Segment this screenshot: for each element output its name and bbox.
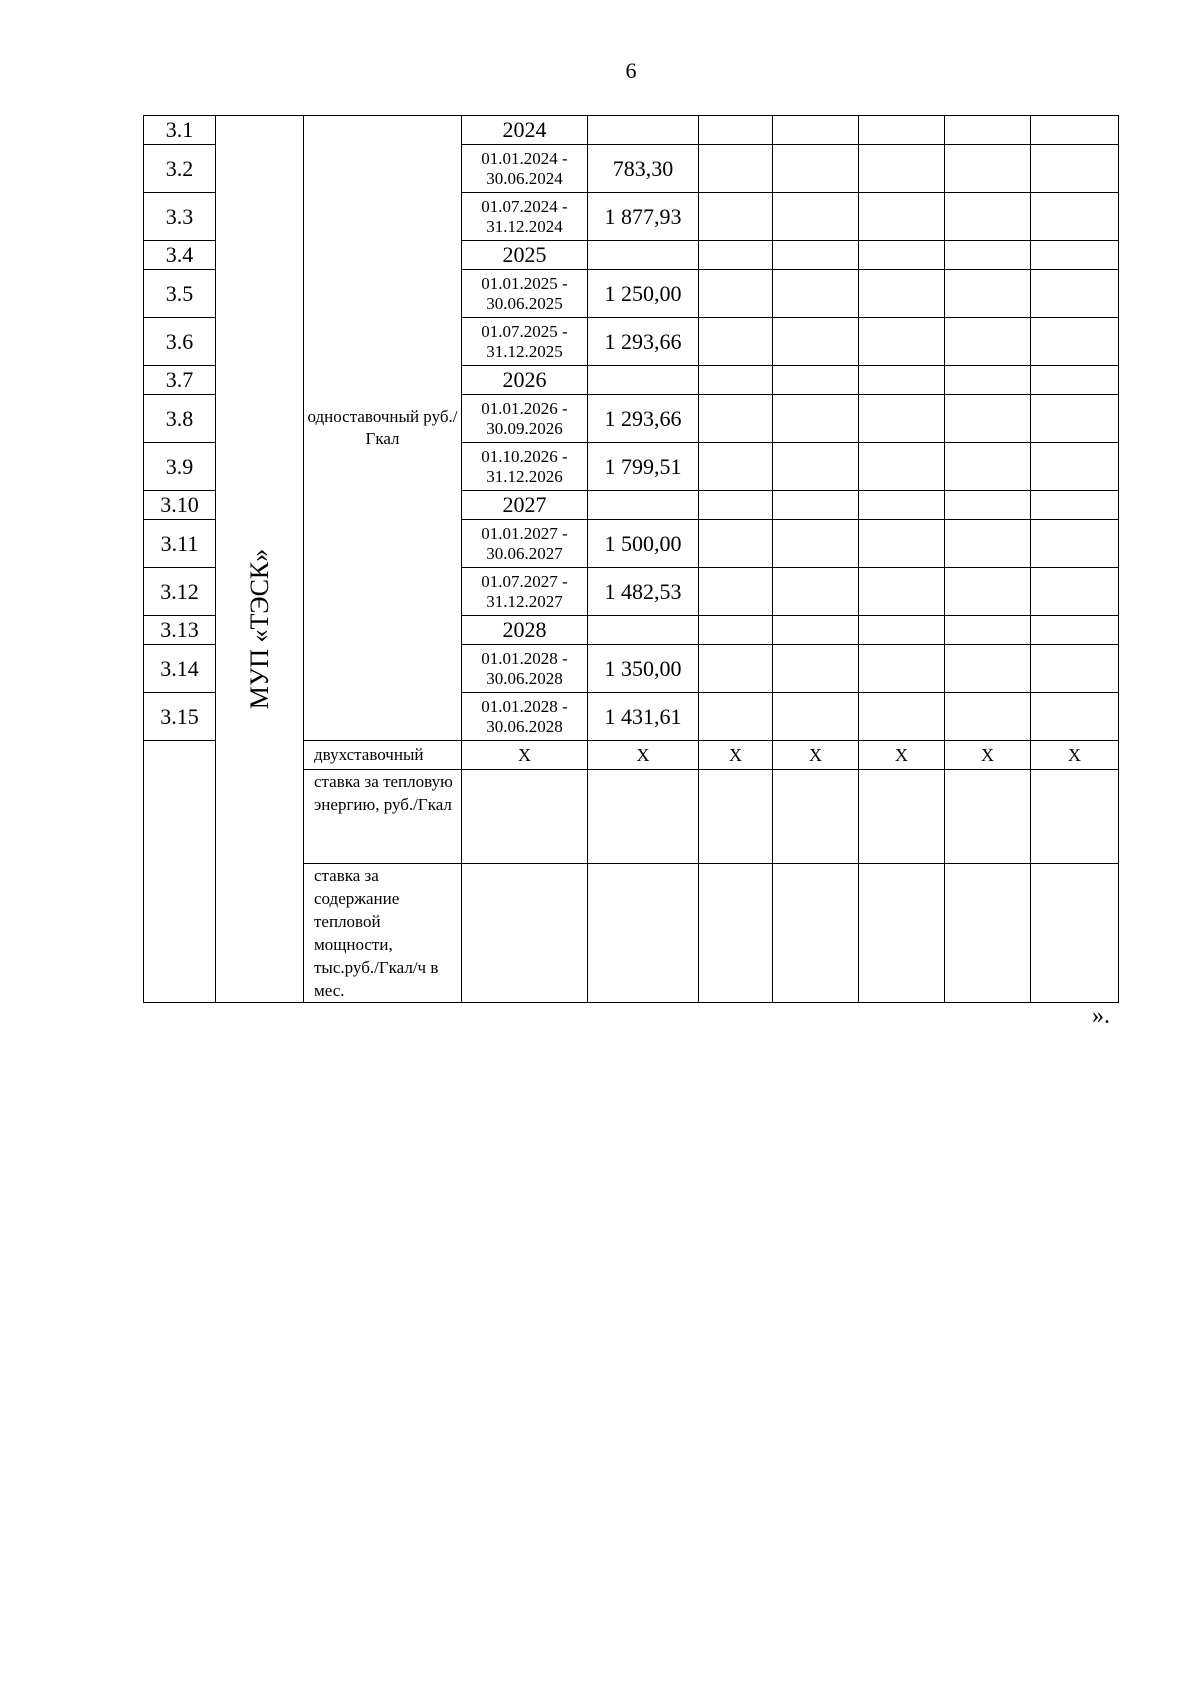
x-mark-cell: Х — [699, 741, 773, 770]
empty-cell — [773, 568, 859, 616]
row-number-cell: 3.3 — [144, 193, 216, 241]
empty-cell — [945, 770, 1031, 864]
empty-cell — [859, 520, 945, 568]
empty-cell — [699, 366, 773, 395]
empty-cell — [1031, 864, 1119, 1003]
period-cell: 01.01.2024 - 30.06.2024 — [462, 145, 588, 193]
period-cell: 01.07.2024 - 31.12.2024 — [462, 193, 588, 241]
tariff-value-cell: 1 500,00 — [588, 520, 699, 568]
empty-cell — [945, 693, 1031, 741]
empty-cell — [1031, 693, 1119, 741]
tariff-value-cell — [588, 491, 699, 520]
empty-cell — [588, 770, 699, 864]
tariff-value-cell — [588, 366, 699, 395]
single-rate-label-cell: одноставочный руб./Гкал — [304, 116, 462, 741]
row-number-cell: 3.6 — [144, 318, 216, 366]
empty-cell — [1031, 395, 1119, 443]
empty-cell — [699, 520, 773, 568]
tariff-value-cell: 1 293,66 — [588, 395, 699, 443]
empty-cell — [773, 366, 859, 395]
capacity-rate-label-cell: ставка за содержание тепловой мощности, тыс.руб./Гкал/ч в мес. — [304, 864, 462, 1003]
empty-cell — [1031, 366, 1119, 395]
row-number-cell: 3.10 — [144, 491, 216, 520]
empty-cell — [699, 145, 773, 193]
tariff-value-cell: 1 799,51 — [588, 443, 699, 491]
page-number: 6 — [625, 58, 637, 83]
empty-cell — [945, 520, 1031, 568]
empty-cell — [699, 645, 773, 693]
empty-cell — [945, 568, 1031, 616]
heat-rate-label-cell: ставка за тепловую энергию, руб./Гкал — [304, 770, 462, 864]
table-row — [144, 116, 1119, 145]
tariff-value-cell: 1 250,00 — [588, 270, 699, 318]
empty-cell — [699, 864, 773, 1003]
x-mark-cell: Х — [773, 741, 859, 770]
empty-cell — [699, 116, 773, 145]
empty-cell — [859, 568, 945, 616]
x-mark-cell: Х — [1031, 741, 1119, 770]
empty-cell — [773, 770, 859, 864]
empty-cell — [945, 864, 1031, 1003]
empty-cell — [1031, 645, 1119, 693]
empty-cell — [1031, 318, 1119, 366]
tariff-value-cell: 1 293,66 — [588, 318, 699, 366]
empty-cell — [859, 864, 945, 1003]
empty-cell — [773, 318, 859, 366]
row-number-cell: 3.12 — [144, 568, 216, 616]
empty-cell — [945, 395, 1031, 443]
empty-cell — [699, 491, 773, 520]
period-cell: 01.01.2025 - 30.06.2025 — [462, 270, 588, 318]
year-cell: 2026 — [462, 366, 588, 395]
empty-cell — [699, 770, 773, 864]
x-mark-cell: Х — [588, 741, 699, 770]
row-number-cell: 3.11 — [144, 520, 216, 568]
tariff-value-cell: 1 431,61 — [588, 693, 699, 741]
tariff-value-cell: 1 877,93 — [588, 193, 699, 241]
empty-cell — [462, 770, 588, 864]
period-cell: 01.07.2027 - 31.12.2027 — [462, 568, 588, 616]
organization-name: МУП «ТЭСК» — [244, 548, 274, 710]
empty-cell — [1031, 770, 1119, 864]
row-number-blank-cell — [144, 741, 216, 1003]
empty-cell — [699, 193, 773, 241]
empty-cell — [462, 864, 588, 1003]
row-number-cell: 3.13 — [144, 616, 216, 645]
empty-cell — [1031, 270, 1119, 318]
row-number-cell: 3.14 — [144, 645, 216, 693]
empty-cell — [773, 443, 859, 491]
empty-cell — [699, 568, 773, 616]
year-cell: 2028 — [462, 616, 588, 645]
tariff-value-cell — [588, 616, 699, 645]
empty-cell — [945, 116, 1031, 145]
closing-quote: ». — [1092, 1003, 1110, 1029]
empty-cell — [699, 318, 773, 366]
empty-cell — [1031, 520, 1119, 568]
empty-cell — [773, 395, 859, 443]
empty-cell — [859, 193, 945, 241]
empty-cell — [1031, 145, 1119, 193]
tariff-value-cell — [588, 241, 699, 270]
empty-cell — [859, 645, 945, 693]
organization-cell — [216, 116, 304, 1003]
empty-cell — [859, 145, 945, 193]
empty-cell — [859, 616, 945, 645]
empty-cell — [773, 645, 859, 693]
period-cell: 01.10.2026 - 31.12.2026 — [462, 443, 588, 491]
empty-cell — [859, 241, 945, 270]
empty-cell — [859, 116, 945, 145]
empty-cell — [773, 145, 859, 193]
year-cell: 2024 — [462, 116, 588, 145]
empty-cell — [773, 864, 859, 1003]
empty-cell — [1031, 443, 1119, 491]
tariff-table-body — [144, 116, 1119, 1003]
empty-cell — [699, 693, 773, 741]
empty-cell — [945, 145, 1031, 193]
empty-cell — [773, 270, 859, 318]
empty-cell — [859, 770, 945, 864]
empty-cell — [945, 241, 1031, 270]
empty-cell — [945, 366, 1031, 395]
row-number-cell: 3.15 — [144, 693, 216, 741]
row-number-cell: 3.8 — [144, 395, 216, 443]
period-cell: 01.01.2028 - 30.06.2028 — [462, 693, 588, 741]
period-cell: 01.07.2025 - 31.12.2025 — [462, 318, 588, 366]
x-mark-cell: Х — [945, 741, 1031, 770]
period-cell: 01.01.2026 - 30.09.2026 — [462, 395, 588, 443]
empty-cell — [945, 443, 1031, 491]
row-number-cell: 3.4 — [144, 241, 216, 270]
empty-cell — [945, 193, 1031, 241]
empty-cell — [859, 491, 945, 520]
empty-cell — [699, 241, 773, 270]
empty-cell — [859, 366, 945, 395]
empty-cell — [859, 443, 945, 491]
empty-cell — [1031, 491, 1119, 520]
empty-cell — [1031, 241, 1119, 270]
two-rate-label-cell: двухставочный — [304, 741, 462, 770]
empty-cell — [699, 616, 773, 645]
empty-cell — [859, 270, 945, 318]
empty-cell — [1031, 616, 1119, 645]
empty-cell — [699, 443, 773, 491]
empty-cell — [773, 520, 859, 568]
year-cell: 2025 — [462, 241, 588, 270]
empty-cell — [773, 116, 859, 145]
empty-cell — [588, 864, 699, 1003]
empty-cell — [773, 491, 859, 520]
empty-cell — [859, 318, 945, 366]
empty-cell — [1031, 193, 1119, 241]
row-number-cell: 3.7 — [144, 366, 216, 395]
empty-cell — [945, 318, 1031, 366]
empty-cell — [773, 241, 859, 270]
tariff-table — [143, 115, 1119, 1003]
period-cell: 01.01.2027 - 30.06.2027 — [462, 520, 588, 568]
empty-cell — [945, 491, 1031, 520]
tariff-value-cell: 1 350,00 — [588, 645, 699, 693]
empty-cell — [945, 645, 1031, 693]
empty-cell — [1031, 568, 1119, 616]
empty-cell — [773, 693, 859, 741]
tariff-value-cell — [588, 116, 699, 145]
x-mark-cell: Х — [462, 741, 588, 770]
row-number-cell: 3.1 — [144, 116, 216, 145]
empty-cell — [773, 193, 859, 241]
tariff-value-cell: 783,30 — [588, 145, 699, 193]
period-cell: 01.01.2028 - 30.06.2028 — [462, 645, 588, 693]
empty-cell — [859, 395, 945, 443]
empty-cell — [945, 270, 1031, 318]
x-mark-cell: Х — [859, 741, 945, 770]
empty-cell — [773, 616, 859, 645]
year-cell: 2027 — [462, 491, 588, 520]
row-number-cell: 3.2 — [144, 145, 216, 193]
empty-cell — [1031, 116, 1119, 145]
row-number-cell: 3.9 — [144, 443, 216, 491]
row-number-cell: 3.5 — [144, 270, 216, 318]
tariff-value-cell: 1 482,53 — [588, 568, 699, 616]
empty-cell — [859, 693, 945, 741]
empty-cell — [699, 270, 773, 318]
empty-cell — [699, 395, 773, 443]
empty-cell — [945, 616, 1031, 645]
